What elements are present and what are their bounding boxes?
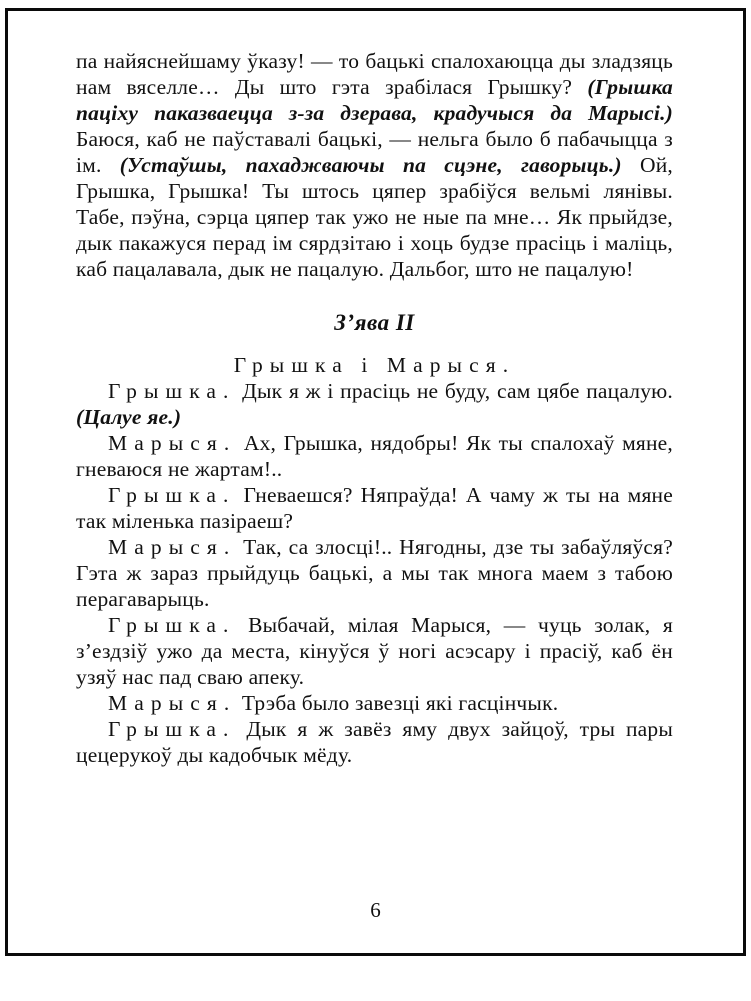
dialogue-paragraph [76, 534, 673, 612]
text-run: Гневаешся? Няпраўда! А чаму ж ты на мяне так міленька пазіраеш? [76, 483, 673, 533]
text-run: Ах, Грышка, нядобры! Як ты спалохаў мяне, гневаюся не жартам!.. [76, 431, 673, 481]
stage-direction: (Цалуе яе.) [76, 405, 182, 429]
dialogue-paragraph [76, 378, 673, 430]
dialogue-paragraph [76, 716, 673, 768]
speaker-name: Марыся. [108, 535, 237, 559]
speaker-name: Грышка. [108, 379, 236, 403]
speaker-name: Марыся. [108, 691, 237, 715]
text-run: па найяснейшаму ўказу! — то бацькі спалохаюцца ды зладзяць нам вяселле… Ды што гэта зрабілася Грышку? [76, 49, 673, 99]
speaker-name: Марыся. [108, 431, 237, 455]
body-paragraph [76, 48, 673, 282]
page-number: 6 [370, 898, 381, 922]
text-run: Трэба было завезці які гасцінчык. [236, 691, 559, 715]
text-run: Баюся, каб не паўставалі бацькі, — нельга было б пабачыцца з ім. [76, 127, 673, 177]
dialogue-paragraph [76, 482, 673, 534]
text-run: Дык я ж завёз яму двух зайцоў, тры пары цецерукоў ды кадобчык мёду. [76, 717, 673, 767]
speaker-name: Грышка. [108, 483, 236, 507]
scene-heading: З’ява II [334, 310, 415, 335]
text-run: Так, са злосці!.. Нягодны, дзе ты забаўляўся? Гэта ж зараз прыйдуць бацькі, а мы так многа маем з табою перагаварыць. [76, 535, 673, 611]
stage-direction: (Грышка паціху паказваецца з-за дзерава, крадучыся да Марысі.) [76, 75, 673, 125]
speaker-name: Грышка. [108, 613, 236, 637]
page-text [76, 48, 673, 768]
stage-direction: (Устаўшы, пахаджваючы па сцэне, гаворыць.) [119, 153, 622, 177]
speaker-name: Грышка. [108, 717, 236, 741]
text-run: Дык я ж і прасіць не буду, сам цябе пацалую. [235, 379, 673, 403]
dialogue-paragraph [76, 430, 673, 482]
text-run: Ой, Грышка, Грышка! Ты штось цяпер зрабіўся вельмі лянівы. Табе, пэўна, сэрца цяпер так ужо не ные па мне… Як прыйдзе, дык пакажуся перад ім сярдзітаю і хоць будзе прасіць і маліць, каб пацалавала, дык не пацалую. Дальбог, што не пацалую! [76, 153, 673, 281]
cast-list-line: Грышка і Марыся. [233, 353, 516, 377]
dialogue-paragraph [76, 612, 673, 690]
dialogue-paragraph [76, 690, 673, 716]
text-run: Выбачай, мілая Марыся, — чуць золак, я з’ездзіў ужо да места, кінуўся ў ногі асэсару і прасіў, каб ён узяў нас пад сваю апеку. [76, 613, 673, 689]
